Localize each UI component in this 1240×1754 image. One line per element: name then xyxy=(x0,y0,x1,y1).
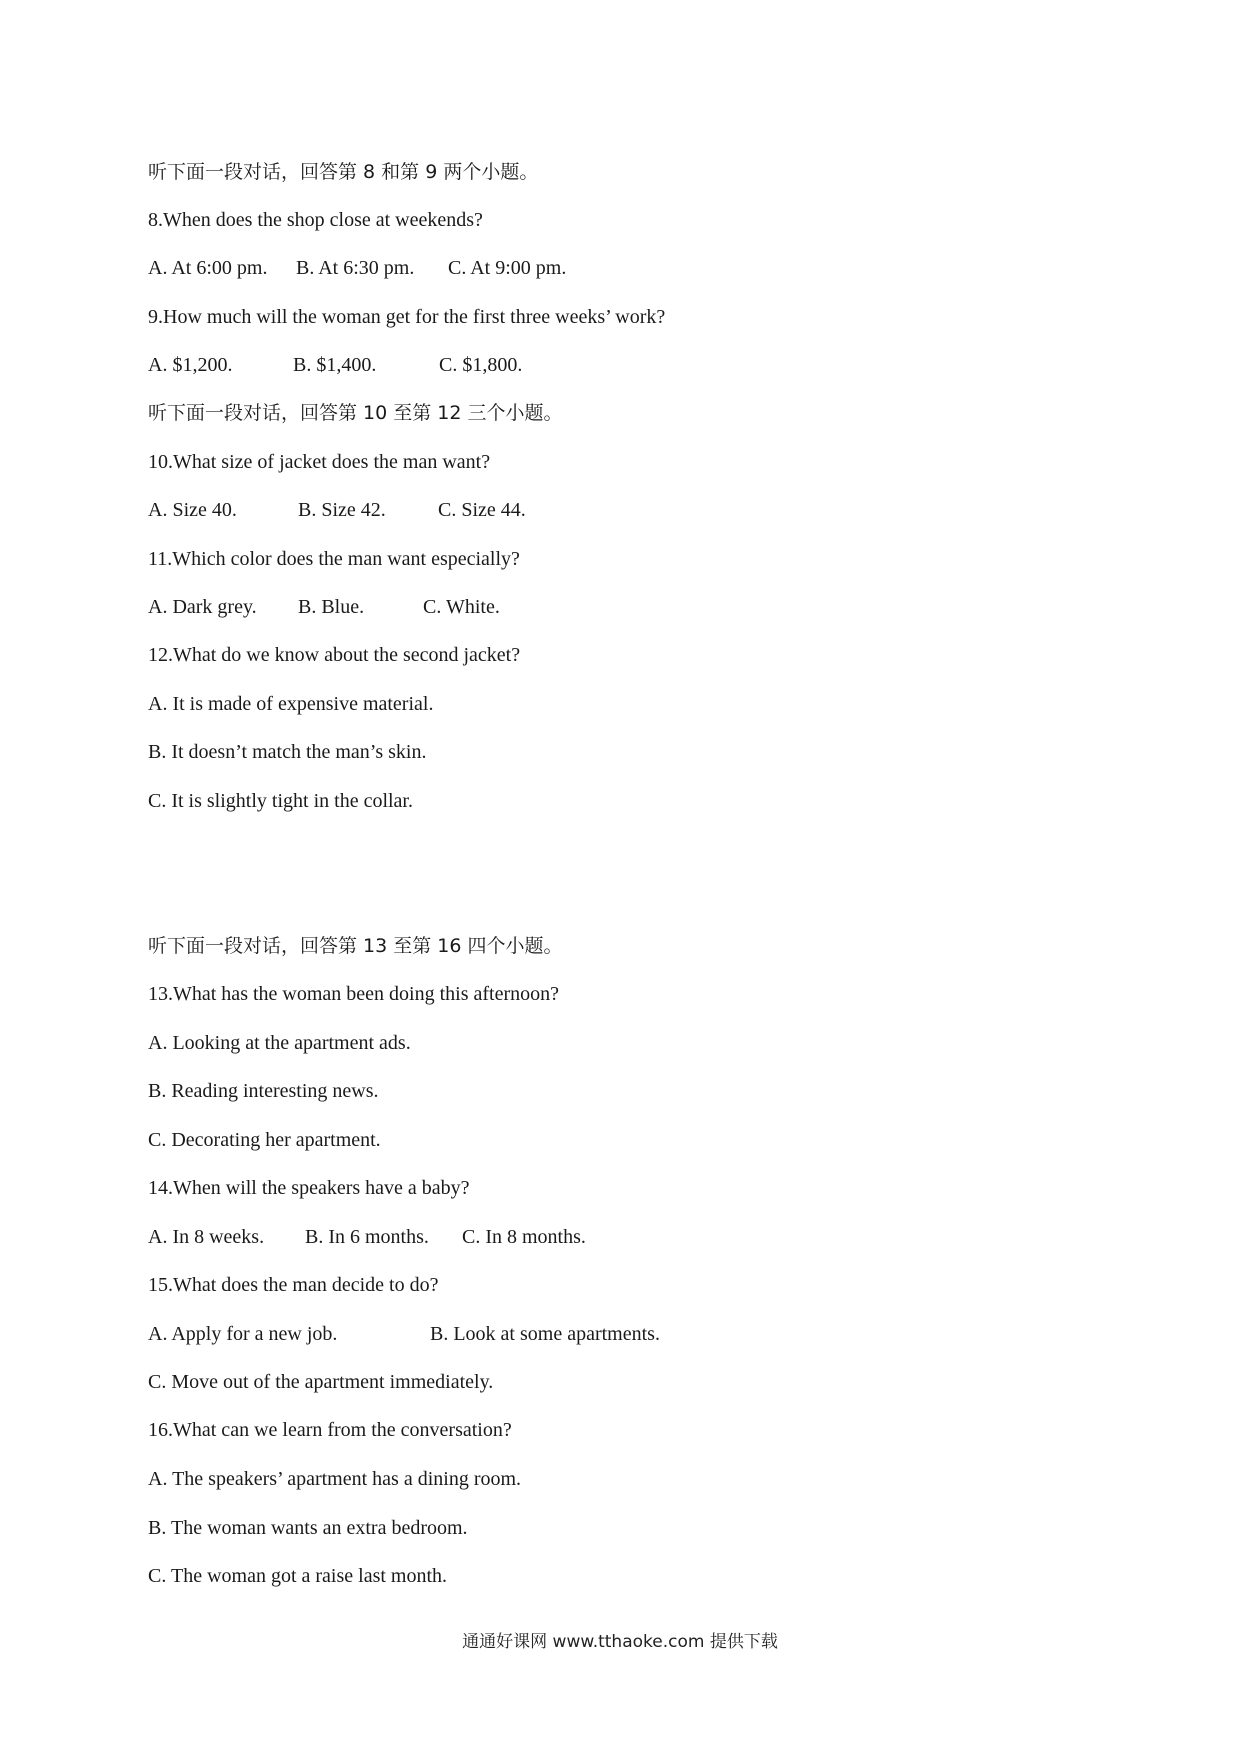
question-12: 12.What do we know about the second jacket? xyxy=(148,644,521,666)
question-10: 10.What size of jacket does the man want? xyxy=(148,451,491,473)
option-b: B. It doesn’t match the man’s skin. xyxy=(148,741,427,763)
option-b: B. Reading interesting news. xyxy=(148,1080,379,1102)
question-14: 14.When will the speakers have a baby? xyxy=(148,1177,470,1199)
option-a: A. Size 40. xyxy=(148,499,237,521)
option-a: A. The speakers’ apartment has a dining room. xyxy=(148,1468,522,1490)
options-9 xyxy=(148,353,848,377)
page-footer: 通通好课网 www.tthaoke.com 提供下载 xyxy=(462,1632,778,1652)
question-15: 15.What does the man decide to do? xyxy=(148,1274,439,1296)
option-c: C. $1,800. xyxy=(439,354,523,376)
option-a: A. $1,200. xyxy=(148,354,233,376)
option-a: A. In 8 weeks. xyxy=(148,1226,265,1248)
option-c: C. Move out of the apartment immediately. xyxy=(148,1371,494,1393)
option-b: B. $1,400. xyxy=(293,354,377,376)
option-c: C. It is slightly tight in the collar. xyxy=(148,790,413,812)
option-a: A. Looking at the apartment ads. xyxy=(148,1032,411,1054)
section-header: 听下面一段对话，回答第 8 和第 9 两个小题。 xyxy=(148,161,539,183)
section-header: 听下面一段对话，回答第 13 至第 16 四个小题。 xyxy=(148,935,563,957)
question-13: 13.What has the woman been doing this afternoon? xyxy=(148,983,559,1005)
option-c: C. Decorating her apartment. xyxy=(148,1129,381,1151)
options-15 xyxy=(148,1322,848,1346)
question-11: 11.Which color does the man want especially? xyxy=(148,548,520,570)
option-a: A. At 6:00 pm. xyxy=(148,257,268,279)
option-b: B. The woman wants an extra bedroom. xyxy=(148,1517,468,1539)
question-8: 8.When does the shop close at weekends? xyxy=(148,209,483,231)
option-c: C. White. xyxy=(423,596,500,618)
option-b: B. Blue. xyxy=(298,596,365,618)
option-c: C. At 9:00 pm. xyxy=(448,257,567,279)
option-b: B. In 6 months. xyxy=(305,1226,429,1248)
options-10 xyxy=(148,498,848,522)
option-c: C. The woman got a raise last month. xyxy=(148,1565,448,1587)
question-16: 16.What can we learn from the conversation? xyxy=(148,1419,512,1441)
option-a: A. Dark grey. xyxy=(148,596,257,618)
options-11 xyxy=(148,595,848,619)
options-8 xyxy=(148,256,848,280)
option-c: C. Size 44. xyxy=(438,499,526,521)
option-c: C. In 8 months. xyxy=(462,1226,586,1248)
option-a: A. It is made of expensive material. xyxy=(148,693,434,715)
options-14 xyxy=(148,1225,848,1249)
question-9: 9.How much will the woman get for the first three weeks’ work? xyxy=(148,306,666,328)
section-header: 听下面一段对话，回答第 10 至第 12 三个小题。 xyxy=(148,402,563,424)
option-b: B. At 6:30 pm. xyxy=(296,257,415,279)
option-a: A. Apply for a new job. xyxy=(148,1323,338,1345)
option-b: B. Look at some apartments. xyxy=(430,1323,660,1345)
option-b: B. Size 42. xyxy=(298,499,386,521)
